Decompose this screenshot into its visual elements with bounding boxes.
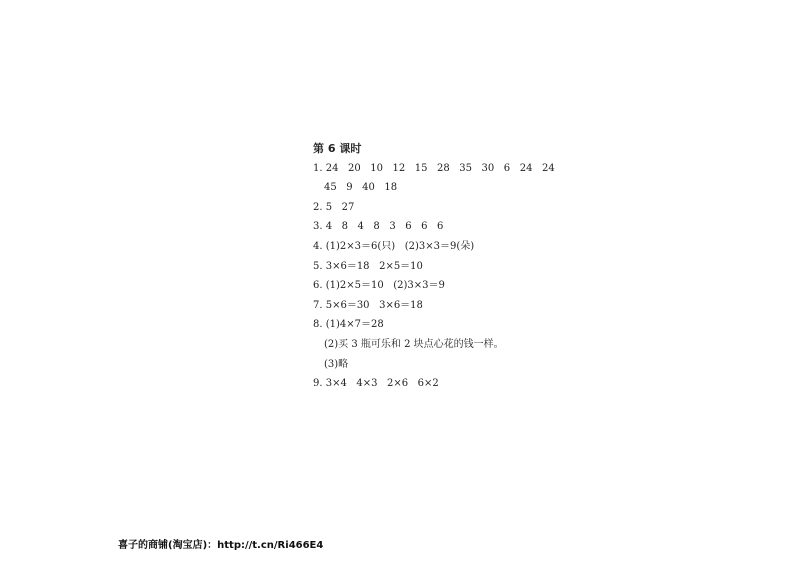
- answer-line: 2. 5 27: [313, 201, 355, 213]
- answer-line: 6. (1)2×5＝10 (2)3×3＝9: [313, 280, 445, 292]
- answer-line: 3. 4 8 4 8 3 6 6 6: [313, 221, 444, 233]
- answer-line: 7. 5×6＝30 3×6＝18: [313, 299, 423, 311]
- answer-line: (2)买 3 瓶可乐和 2 块点心花的钱一样。: [324, 338, 504, 350]
- answer-line: 4. (1)2×3＝6(只) (2)3×3＝9(朵): [313, 240, 475, 252]
- lesson-heading: 第 6 课时: [313, 142, 362, 155]
- answer-line: 9. 3×4 4×3 2×6 6×2: [313, 378, 439, 390]
- answer-line: 5. 3×6＝18 2×5＝10: [313, 260, 423, 272]
- answer-line: 8. (1)4×7＝28: [313, 319, 384, 331]
- answer-line: 45 9 40 18: [324, 182, 398, 194]
- answer-line: 1. 24 20 10 12 15 28 35 30 6 24 24: [313, 162, 555, 174]
- answer-list: [313, 159, 613, 394]
- answer-section: [313, 139, 613, 394]
- shop-link-footer: 喜子的商铺(淘宝店)：http://t.cn/Ri466E4: [118, 540, 324, 551]
- answer-line: (3)略: [324, 358, 349, 370]
